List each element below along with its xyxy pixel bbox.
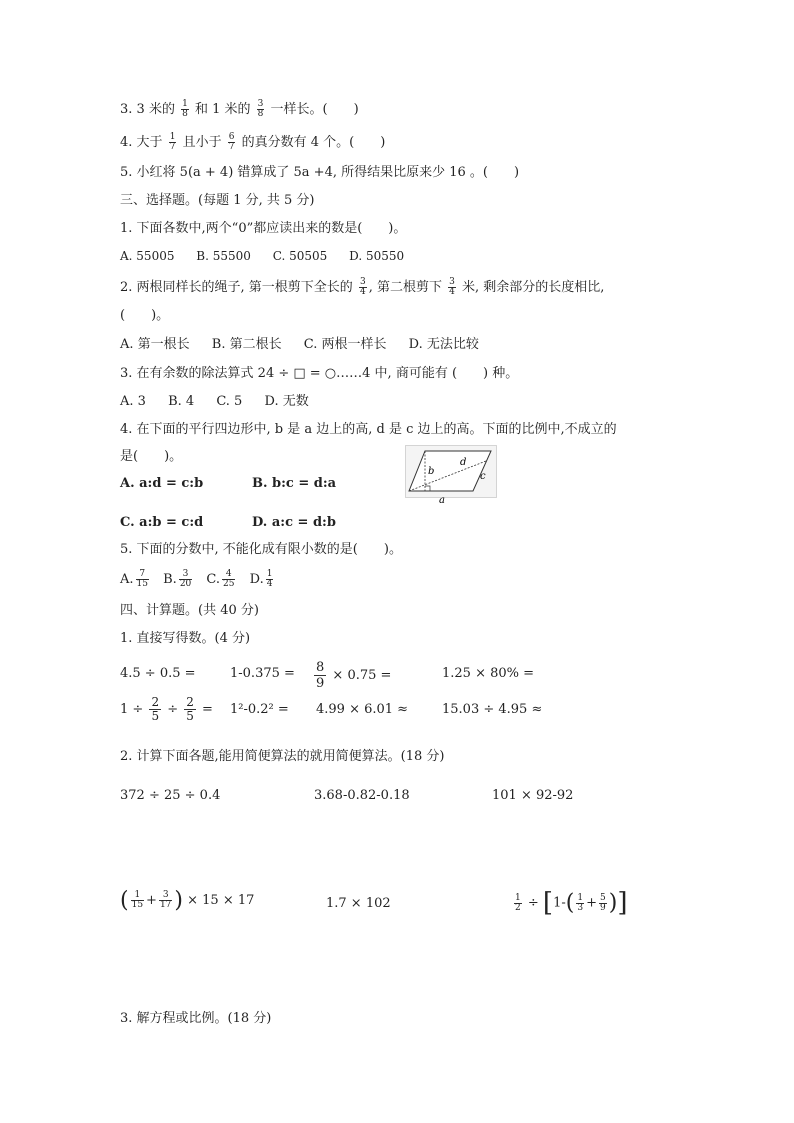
label-c: c (480, 471, 486, 482)
option-d: D. $\frac{1}{4}$ (249, 569, 273, 589)
calc-item: 372 ÷ 25 ÷ 0.4 (120, 788, 221, 803)
option-d: D. a:c = d:b (252, 515, 336, 530)
parallelogram-figure (405, 445, 497, 505)
fraction: $\frac{3}{4}$ (359, 277, 366, 297)
calc-item: ( $\frac{1}{15}$ + $\frac{3}{17}$ ) × 15 × 17 (120, 888, 255, 913)
question-text: 米, 剩余部分的长度相比, (461, 280, 605, 295)
question-text: 4. 大于 (120, 135, 163, 150)
choice-options-3 (120, 393, 327, 411)
option-b: B. b:c = d:a (252, 476, 337, 491)
choice-options-2 (120, 336, 497, 354)
tf-question-5: 5. 小红将 5(a + 4) 错算成了 5a +4, 所得结果比原来少 16 。( ) (120, 165, 520, 180)
mental-item: $\frac{8}{9}$ × 0.75 = (316, 660, 392, 691)
choice-options-4-row1 (120, 475, 337, 493)
calc-item: 101 × 92-92 (492, 788, 574, 803)
calc-question-3-title: 3. 解方程或比例。(18 分) (120, 1011, 272, 1026)
option-b: B. $\frac{3}{20}$ (163, 569, 192, 589)
fraction: $\frac{1}{8}$ (182, 99, 188, 119)
question-text: 且小于 (182, 135, 222, 150)
choice-options-5 (120, 570, 275, 589)
option-a: A. 第一根长 (120, 337, 190, 352)
tf-question-3 (120, 100, 359, 119)
mental-item: 1²-0.2² = (230, 702, 289, 717)
option-c: C. $\frac{4}{25}$ (206, 569, 235, 589)
mental-item: 1-0.375 = (230, 666, 295, 681)
mental-item: 1 ÷ $\frac{2}{5}$ ÷ $\frac{2}{5}$ = (120, 695, 213, 723)
fraction: $\frac{3}{4}$ (449, 277, 455, 297)
calc-item: 3.68-0.82-0.18 (314, 788, 410, 803)
section-title-choice: 三、选择题。(每题 1 分, 共 5 分) (120, 193, 315, 208)
fraction: $\frac{6}{7}$ (228, 132, 235, 152)
option-d: D. 无数 (264, 394, 309, 409)
choice-question-4: 4. 在下面的平行四边形中, b 是 a 边上的高, d 是 c 边上的高。下面的比例中,不成立的 (120, 422, 617, 437)
fraction: $\frac{1}{7}$ (169, 132, 176, 152)
mental-item: 15.03 ÷ 4.95 ≈ (442, 702, 543, 717)
option-c: C. 50505 (272, 249, 328, 263)
choice-question-1: 1. 下面各数中,两个“0”都应读出来的数是( )。 (120, 221, 407, 236)
option-d: D. 无法比较 (408, 337, 479, 352)
section-title-calculation: 四、计算题。(共 40 分) (120, 603, 259, 618)
option-a: A. $\frac{7}{15}$ (120, 569, 148, 589)
option-d: D. 50550 (349, 249, 405, 263)
question-text: 第二根剪下 (376, 280, 442, 295)
label-b: b (428, 466, 435, 477)
choice-question-2-cont: ( )。 (120, 308, 170, 323)
choice-question-5: 5. 下面的分数中, 不能化成有限小数的是( )。 (120, 542, 402, 557)
question-text: 一样长。( ) (270, 102, 359, 117)
label-d: d (460, 457, 467, 468)
fraction: $\frac{3}{8}$ (257, 99, 264, 119)
calc-item: $\frac{1}{2}$ ÷ [1-( $\frac{1}{3}$ + $\frac{5}{9}$ )] (515, 888, 628, 918)
calc-question-2-title: 2. 计算下面各题,能用简便算法的就用简便算法。(18 分) (120, 749, 445, 764)
option-a: A. 55005 (120, 249, 175, 263)
choice-question-2: 2. 两根同样长的绳子, 第一根剪下全长的 $\frac{3}{4}$ , 第二根剪下 $\frac{3}{4}$ 米, 剩余部分的长度相比, (120, 277, 605, 297)
mental-item: 4.5 ÷ 0.5 = (120, 666, 196, 681)
option-a: A. 3 (120, 394, 146, 409)
mental-item: 4.99 × 6.01 ≈ (316, 702, 409, 717)
question-text: 和 1 米的 (194, 102, 251, 117)
mental-item: 1.25 × 80% = (442, 666, 535, 681)
question-text: 3. 3 米的 (120, 102, 175, 117)
calc-item: 1.7 × 102 (326, 896, 391, 911)
choice-options-1 (120, 247, 422, 265)
option-b: B. 4 (168, 394, 195, 409)
calc-question-1-title: 1. 直接写得数。(4 分) (120, 631, 251, 646)
choice-question-3: 3. 在有余数的除法算式 24 ÷ □ = ○……4 中, 商可能有 ( ) 种。 (120, 366, 519, 381)
option-c: C. a:b = c:d (120, 515, 204, 530)
option-b: B. 第二根长 (211, 337, 282, 352)
option-a: A. a:d = c:b (120, 476, 204, 491)
option-b: B. 55500 (196, 249, 251, 263)
label-a: a (439, 495, 445, 505)
tf-question-4 (120, 133, 385, 152)
option-c: C. 两根一样长 (303, 337, 387, 352)
choice-options-4-row2 (120, 514, 336, 532)
choice-question-4-cont: 是( )。 (120, 449, 183, 464)
question-text: 2. 两根同样长的绳子, 第一根剪下全长的 (120, 280, 353, 295)
question-text: 的真分数有 4 个。( ) (241, 135, 386, 150)
option-c: C. 5 (216, 394, 243, 409)
